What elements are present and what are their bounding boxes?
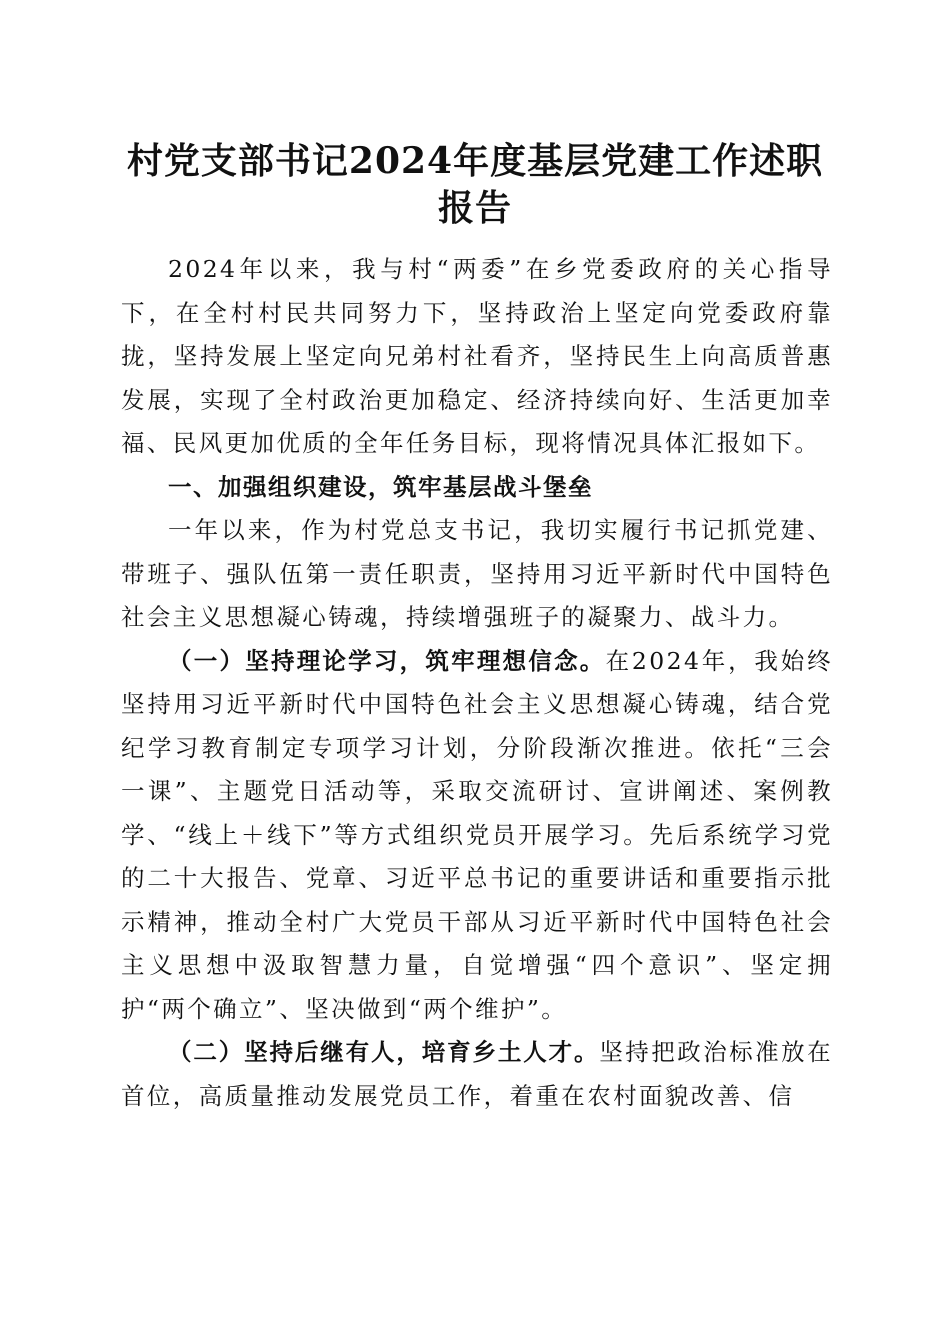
item-lead-2: （二）坚持后继有人，培育乡土人才。 (168, 1038, 600, 1066)
document-title: 村党支部书记2024年度基层党建工作述职报告 (126, 140, 824, 229)
section-heading: 一、加强组织建设，筑牢基层战斗堡垒 (168, 472, 593, 501)
item-text-2: 坚持把政治标准放在首位，高质量推动发展党员工作，着重在农村面貌改善、信 (121, 1038, 833, 1110)
document-body (121, 248, 833, 1118)
item-text-1: 在2024年，我始终坚持用习近平新时代中国特色社会主义思想凝心铸魂，结合党纪学习教育制定专项学习计划，分阶段渐次推进。依托“三会一课”、主题党日活动等，采取交流研讨、宣讲阐述、案例教学、“线上＋线下”等方式组织党员开展学习。先后系统学习党的二十大报告、党章、习近平总书记的重要讲话和重要指示批示精神，推动全村广大党员干部从习近平新时代中国特色社会主义思想中汲取智慧力量，自觉增强“四个意识”、坚定拥护“两个确立”、坚决做到“两个维护”。 (121, 646, 833, 1023)
item-paragraph-1 (121, 640, 833, 1032)
item-paragraph-2 (121, 1031, 833, 1118)
intro-paragraph: 2024年以来，我与村“两委”在乡党委政府的关心指导下，在全村村民共同努力下，坚持政治上坚定向党委政府靠拢，坚持发展上坚定向兄弟村社看齐，坚持民生上向高质普惠发展，实现了全村政治更加稳定、经济持续向好、生活更加幸福、民风更加优质的全年任务目标，现将情况具体汇报如下。 (121, 255, 833, 457)
section-intro-paragraph: 一年以来，作为村党总支书记，我切实履行书记抓党建、带班子、强队伍第一责任职责，坚持用习近平新时代中国特色社会主义思想凝心铸魂，持续增强班子的凝聚力、战斗力。 (121, 516, 833, 631)
item-lead-1: （一）坚持理论学习，筑牢理想信念。 (168, 646, 606, 675)
